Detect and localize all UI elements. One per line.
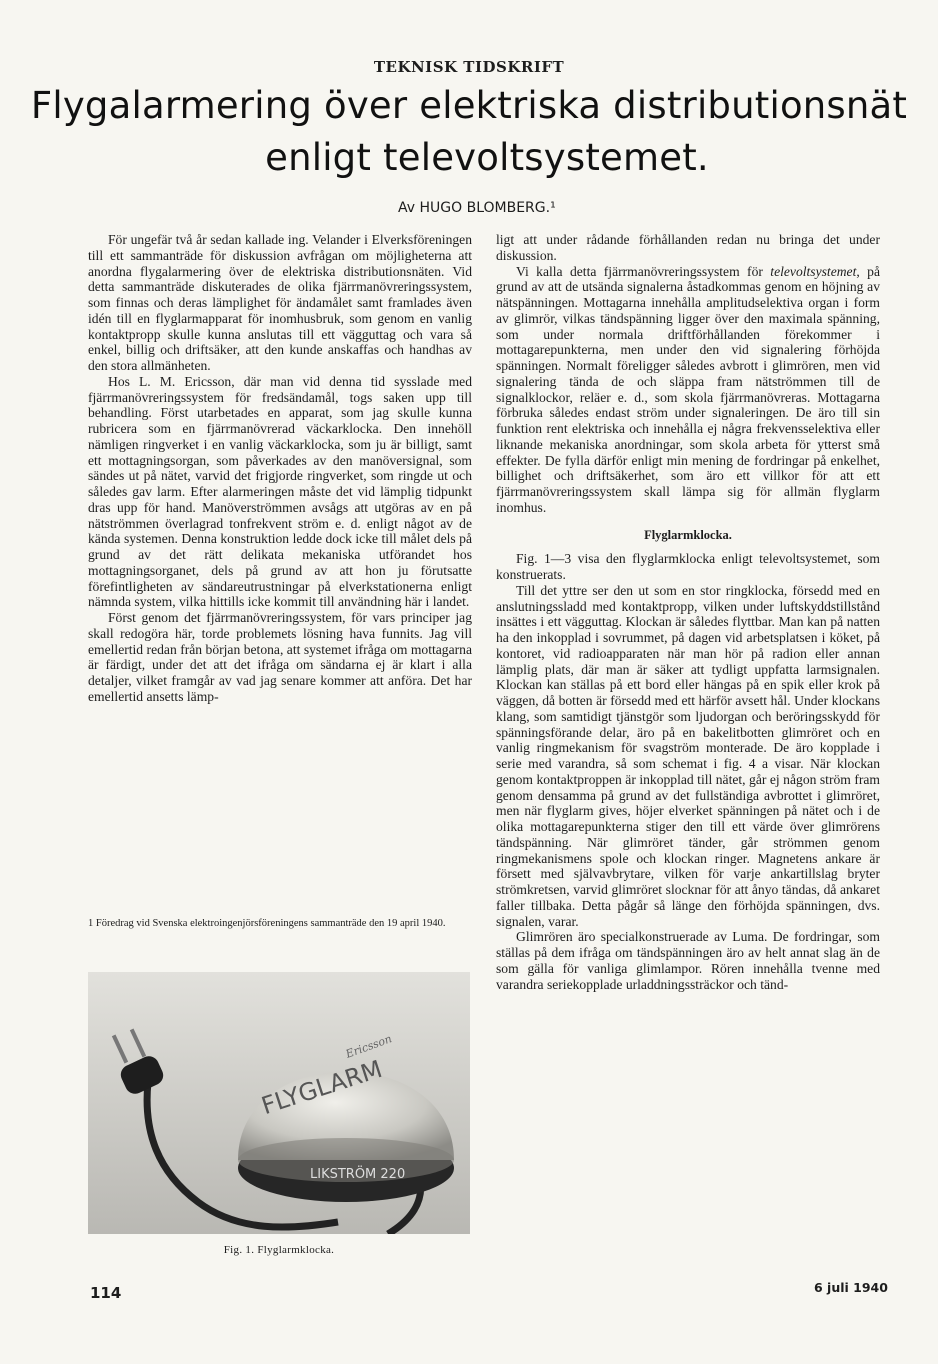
footnote: 1 Föredrag vid Svenska elektroingenjörsföreningens sammanträde den 19 april 1940. bbox=[88, 918, 446, 929]
figure-photo bbox=[88, 972, 470, 1234]
article-author: Av HUGO BLOMBERG.¹ bbox=[398, 200, 556, 216]
bell-brand: Ericsson bbox=[343, 1032, 394, 1061]
bell-label: FLYGLARM bbox=[258, 1054, 386, 1121]
paragraph: Hos L. M. Ericsson, där man vid denna tid sysslade med fjärrmanövreringssystem för fredsändamål, togs saken upp till behandling. Först utarbetades en apparat, som jag skulle kunna rubricera som en fjärrmanövrerad väckarklocka. Den innehöll nämligen ringverket i en vanlig väckarklocka, som ju är billigt, samt ett mottagningsorgan, som påverkades av den manöversignal, som sändes ut på nätet, varvid det frigjorde ringverket, som ringde ut och således gav larm. Efter alarmeringen måste det vid lämplig tidpunkt dras upp för hand. Manöverströmmen avsågs att utgöras av en på nätströmmen överlagrad tonfrekvent ström e. d. enligt något av de kända systemen. Denna konstruktion ledde dock icke till målet dels på grund av det rätt delikata mekaniska utförandet hos mottagningsorganet, dels på grund av att hon ju förutsatte förefintligheten av sändareutrustningar på elverkstationerna enligt nämnda system, vilka hittills icke kommit till användning här i landet. bbox=[88, 373, 472, 610]
journal-header: TEKNISK TIDSKRIFT bbox=[373, 58, 565, 76]
emphasis-term: televoltsystemet bbox=[770, 263, 857, 279]
figure-caption: Fig. 1. Flyglarmklocka. bbox=[223, 1244, 335, 1256]
paragraph: ligt att under rådande förhållanden redan nu bringa det under diskussion. bbox=[496, 232, 880, 263]
left-column bbox=[88, 232, 472, 705]
paragraph: Glimrören äro specialkonstruerade av Luma. De fordringar, som ställas på dem ifråga om tändspänningen äro av helt annat slag än de som gälla för vanliga glimlampor. Rören innehålla tvenne med varandra seriekopplade urladdningssträckor och tänd- bbox=[496, 929, 880, 992]
alarm-bell-photo bbox=[88, 972, 470, 1234]
right-column bbox=[496, 232, 880, 992]
paragraph: Först genom det fjärrmanövreringssystem, för vars principer jag skall redogöra här, torde problemets lösning hava funnits. Jag vill emellertid redan från början betona, att systemet ifråga om mottagarna är färdigt, under det att det ifråga om sändarna ej är klart i alla detaljer, vilket framgår av vad jag senare kommer att anföra. Det har emellertid ansetts lämp- bbox=[88, 610, 472, 704]
article-title-line2: enligt televoltsystemet. bbox=[265, 136, 709, 179]
issue-date: 6 juli 1940 bbox=[814, 1280, 888, 1295]
bell-rim-text: LIKSTRÖM 220 bbox=[310, 1167, 406, 1182]
section-subheading: Flyglarmklocka. bbox=[644, 527, 732, 542]
paragraph: För ungefär två år sedan kallade ing. Velander i Elverksföreningen till ett sammanträde för diskussion avfrågan om möjligheterna att anordna flygalarmering över de elektriska distributionsnäten. Vid detta sammanträde diskuterades de olika fjärrmanövreringssystem, som finnas och deras lämplighet för ändamålet samt framlades även idén till en flyglarmapparat för inomhusbruk, som genom en vanlig kontaktpropp skulle kunna anslutas till ett vägguttag och vara så enkel, billig och driftsäker, att den kunde anskaffas och handhas av den stora allmänheten. bbox=[88, 232, 472, 373]
paragraph: Till det yttre ser den ut som en stor ringklocka, försedd med en anslutningssladd med kontaktpropp, vilken under luftskyddstillstånd insättes i ett vägguttag. Klockan är således flyttbar. Man kan på natten ha den inkopplad i sovrummet, på dagen vid arbetsplatsen i köket, på kontoret, vid radioapparaten när man hör på radion eller annan lämplig plats, där man är säker att tydligt uppfatta larmsignalen. Klockan kan ställas på ett bord eller hängas på en spik eller krok på väggen, då botten är försedd med ett härför avsett hål. Under klockans klang, som samtidigt tjänstgör som ljudorgan och beröringsskydd för spänningsförande delar, äro på en bakelitbotten glimröret och en vanlig ringmekanism för svagström monterade. De äro kopplade i serie med varandra, så som schemat i fig. 4 a visar. När klockan genom kontaktproppen är inkopplad till nätet, går ej någon ström fram genom densamma på grund av det fullständiga avbrottet i glimröret, men när flyglarm gives, höjer elverket spänningen på nätet och i de olika mottagarepunkterna stiger den till ett värde över glimrörens tändspänning. När glimröret tänder, går strömmen genom ringmekanismens spole och klockan ringer. Magnetens ankare är försett med självavbrytare, vilken för varje ankartillslag bryter strömkretsen, varvid glimröret slocknar för att ånyo tändas, då ankaret faller tillbaka. Detta pågår så länge den förhöjda spänningen, dvs. signalen, varar. bbox=[496, 582, 880, 929]
article-title-line1: Flygalarmering över elektriska distributionsnät bbox=[30, 84, 908, 127]
paragraph: Fig. 1—3 visa den flyglarmklocka enligt televoltsystemet, som konstruerats. bbox=[496, 551, 880, 582]
page-number: 114 bbox=[90, 1284, 122, 1302]
paragraph: Vi kalla detta fjärrmanövreringssystem för televoltsystemet, på grund av att de utsända signalerna åstadkommas genom en höjning av nätspänningen. Mottagarna innehålla amplitudselektiva organ i form av glimrör, vilkas tändspänning ligger över den maximala spänning, som under normala driftförhållanden förekommer i mottagarepunkterna, men under den vid signalering förhöjda spänningen. Normalt föreligger således avbrott i glimrören, men vid signalering tända de och släppa fram nätströmmen till de signalklockor, reläer e. d., som skola fjärrmanövreras. Mottagarna förbruka således endast ström under signaleringen. De äro till sin funktion rent elektriska och innehålla ej några frekvensselektiva eller liknande mekaniska anordningar, som skola arbeta för ytterst små effekter. De fylla därför enligt min mening de fordringar på enkelhet, billighet och driftsäkerhet, som äro ett villkor för att ett fjärrmanövreringssystem skall lämpa sig för allmän flyglarm inomhus. bbox=[496, 263, 880, 515]
